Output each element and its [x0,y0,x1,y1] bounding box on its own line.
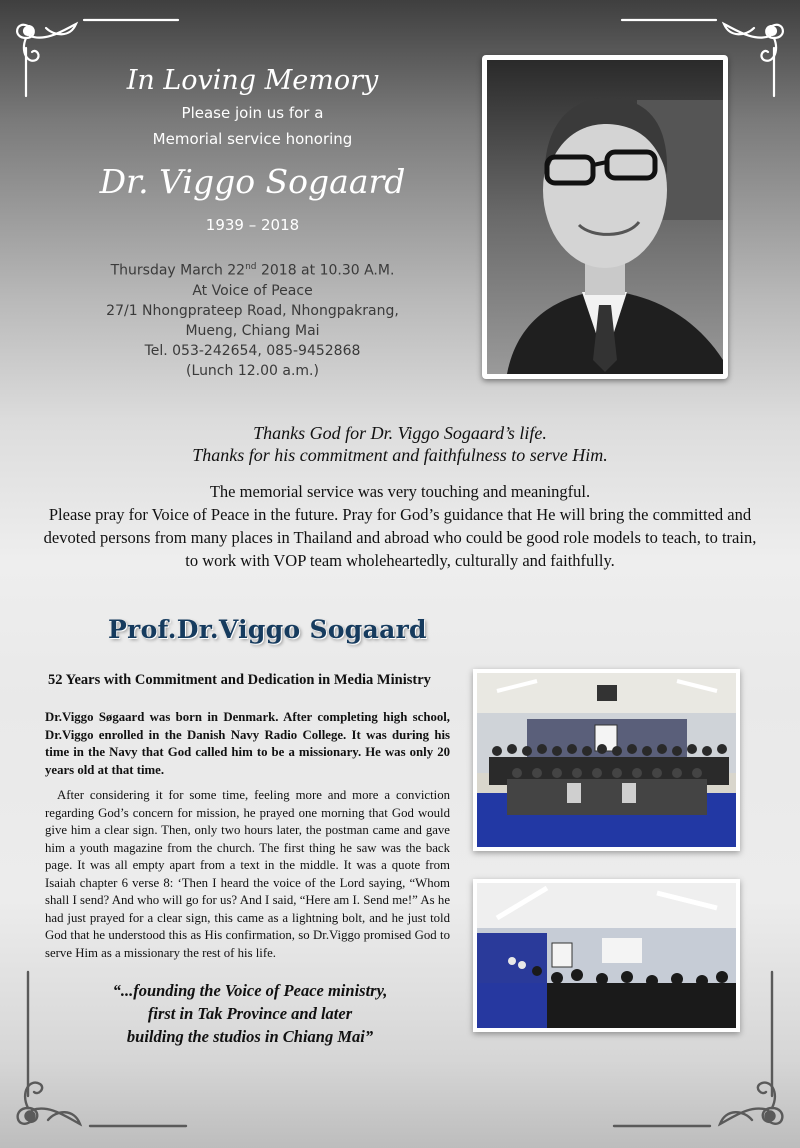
invitation-line-2: Memorial service honoring [152,130,353,148]
message-line-2: Please pray for Voice of Peace in the future. Pray for God’s guidance that He will bring the committed and devoted persons from many places in Thailand and abroad who could be good role models to teach, to train, to work with VOP team wholeheartedly, culturally and faithfully. [43,505,757,570]
service-date: Thursday March 22nd 2018 at 10.30 A.M. [110,262,395,279]
bio-body-paragraph: After considering it for some time, feeling more and more a conviction regarding God’s concern for mission, he prayed one morning that God would give him a clear sign. Then, only two hours later, the postman came and gave him a youth magazine from the church. The first thing he saw was the back page. It was all empty apart from a text in the middle. It was a quote from Isaiah chapter 6 verse 8: ‘Then I heard the voice of the Lord saying, “Whom shall I send? And who will go for us? And I said, “Here am I. Send me!” As he had just prayed for a clear sign, this came as a lightning bolt, and he just told God that he understood this as His confirmation, so Dr.Viggo promised God to serve Him as a missionary the rest of his life. [45,788,450,960]
service-place: At Voice of Peace [192,282,313,299]
group-photo [473,669,740,851]
pull-quote [45,979,455,1048]
thanks-line-1: Thanks God for Dr. Viggo Sogaard’s life. [253,423,547,443]
message-line-1: The memorial service was very touching and meaningful. [209,482,591,501]
service-details [80,257,425,381]
thanks-line-2: Thanks for his commitment and faithfulness to serve Him. [192,445,608,465]
honoree-name: Dr. Viggo Sogaard [99,162,406,201]
quote-line-3: building the studios in Chiang Mai” [126,1027,374,1046]
congregation-photo [473,879,740,1032]
service-telephone: Tel. 053-242654, 085-9452868 [144,342,361,359]
thanks-block [0,422,800,466]
service-address-1: 27/1 Nhongprateep Road, Nhongpakrang, [106,302,399,319]
service-address-2: Mueng, Chiang Mai [185,322,320,339]
section-subtitle: 52 Years with Commitment and Dedication in Media Ministry [48,672,431,688]
message-block [40,480,760,572]
invitation-line-1: Please join us for a [181,104,324,122]
service-lunch: (Lunch 12.00 a.m.) [186,362,319,379]
portrait-photo [482,55,728,379]
honoree-years: 1939 – 2018 [205,216,300,234]
memorial-heading: In Loving Memory [126,65,379,96]
quote-line-1: “...founding the Voice of Peace ministry, [112,981,388,1000]
bio-intro-paragraph: Dr.Viggo Søgaard was born in Denmark. After completing high school, Dr.Viggo enrolled in the Danish Navy Radio College. It was during his time in the Navy that God called him to be a missionary. He was only 20 years old at that time. [45,710,450,777]
quote-line-2: first in Tak Province and later [147,1004,353,1023]
section-title: Prof.Dr.Viggo Sogaard [108,615,427,644]
memorial-intro [80,62,425,238]
